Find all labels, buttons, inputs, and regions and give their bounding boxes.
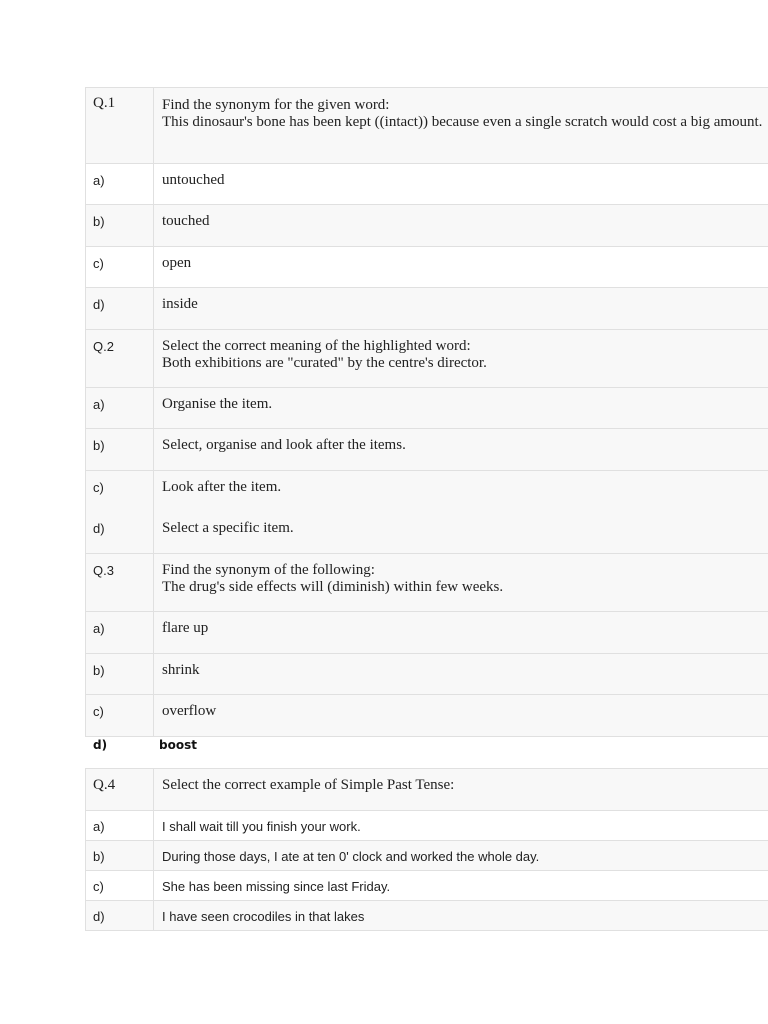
option-text: boost	[159, 738, 197, 752]
option-text: During those days, I ate at ten 0' clock and worked the whole day.	[162, 849, 540, 864]
option-row	[86, 654, 768, 695]
option-text: She has been missing since last Friday.	[162, 879, 391, 894]
option-row	[86, 871, 768, 901]
question-number: Q.1	[86, 88, 154, 163]
question-text	[154, 554, 768, 611]
option-letter: d)	[93, 521, 105, 536]
question-number: Q.2	[86, 330, 154, 387]
option-texts	[154, 471, 768, 553]
question-sentence: Both exhibitions are "curated" by the centre's director.	[162, 355, 487, 371]
question-text	[154, 88, 768, 163]
option-row	[86, 901, 768, 931]
option-row	[86, 811, 768, 841]
question-prompt: Select the correct meaning of the highlighted word:	[162, 338, 471, 354]
option-letter: c)	[86, 247, 154, 287]
question-row-4	[86, 769, 768, 811]
option-letter: d)	[86, 901, 154, 930]
option-text: Organise the item.	[162, 396, 273, 412]
option-text: Select, organise and look after the items.	[162, 437, 406, 453]
option-row	[86, 612, 768, 654]
option-row	[86, 388, 768, 429]
question-number: Q.3	[86, 554, 154, 611]
option-text: inside	[162, 296, 198, 312]
option-text: Look after the item.	[162, 479, 282, 495]
question-prompt: Find the synonym for the given word:	[162, 97, 390, 113]
option-text: flare up	[162, 620, 209, 636]
option-text: shrink	[162, 662, 200, 678]
option-letter: c)	[93, 480, 104, 495]
question-number: Q.4	[86, 769, 154, 810]
question-prompt: Find the synonym of the following:	[162, 562, 375, 578]
option-text: I shall wait till you finish your work.	[162, 819, 361, 834]
option-letter: b)	[86, 429, 154, 470]
option-text: open	[162, 255, 192, 271]
option-letter: d)	[86, 288, 154, 329]
question-prompt: Select the correct example of Simple Past Tense:	[162, 777, 455, 793]
question-text	[154, 330, 768, 387]
option-row	[86, 471, 768, 554]
option-letter: a)	[86, 811, 154, 840]
option-row	[85, 737, 768, 761]
option-letter: b)	[86, 654, 154, 694]
option-letter: c)	[86, 695, 154, 736]
quiz-table	[85, 87, 768, 931]
option-letter: a)	[86, 164, 154, 204]
question-row-1	[86, 88, 768, 164]
spacer	[85, 761, 768, 769]
option-row	[86, 841, 768, 871]
option-text: overflow	[162, 703, 217, 719]
option-text: untouched	[162, 172, 225, 188]
option-letter: a)	[86, 388, 154, 428]
question-row-2	[86, 330, 768, 388]
question-row-3	[86, 554, 768, 612]
option-letter: a)	[86, 612, 154, 653]
option-row	[86, 247, 768, 288]
option-letter: b)	[86, 205, 154, 246]
option-row	[86, 164, 768, 205]
option-text: I have seen crocodiles in that lakes	[162, 909, 365, 924]
option-letter: b)	[86, 841, 154, 870]
option-letters	[86, 471, 154, 553]
question-sentence: The drug's side effects will (diminish) within few weeks.	[162, 579, 504, 595]
option-row	[86, 205, 768, 247]
question-sentence: This dinosaur's bone has been kept ((intact)) because even a single scratch would cost a big amount.	[162, 114, 763, 130]
option-row	[86, 288, 768, 330]
option-text: Select a specific item.	[162, 520, 294, 536]
option-letter: c)	[86, 871, 154, 900]
option-row	[86, 695, 768, 737]
option-letter: d)	[93, 738, 108, 752]
option-text: touched	[162, 213, 210, 229]
option-row	[86, 429, 768, 471]
